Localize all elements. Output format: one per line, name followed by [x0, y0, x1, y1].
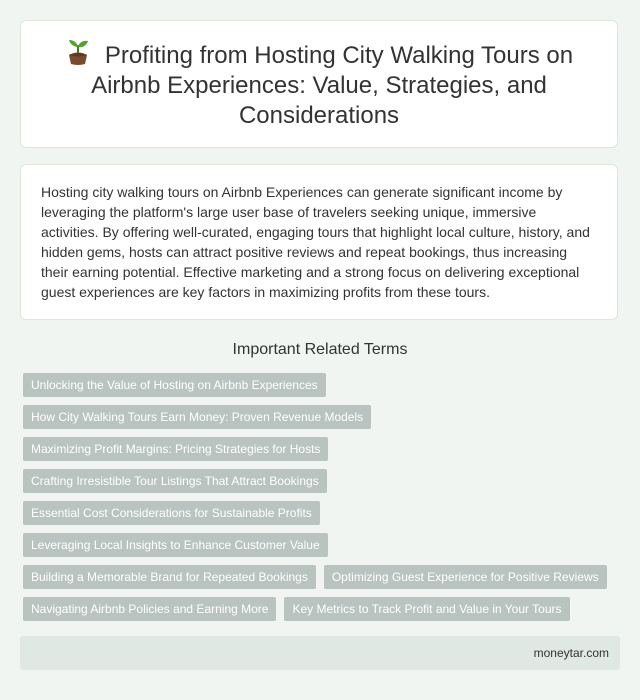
page-title — [59, 38, 579, 131]
related-term-link[interactable]: Building a Memorable Brand for Repeated Bookings — [23, 565, 316, 589]
related-term-link[interactable]: Essential Cost Considerations for Sustainable Profits — [23, 501, 320, 525]
related-term-link[interactable]: Key Metrics to Track Profit and Value in Your Tours — [284, 597, 569, 621]
sprout-icon — [65, 38, 91, 66]
page-title-text: Profiting from Hosting City Walking Tours on Airbnb Experiences: Value, Strategies, and Considerations — [91, 41, 574, 129]
related-terms-list — [23, 373, 619, 621]
related-term-link[interactable]: Maximizing Profit Margins: Pricing Strategies for Hosts — [23, 437, 328, 461]
related-term-link[interactable]: Optimizing Guest Experience for Positive Reviews — [324, 565, 607, 589]
related-term-link[interactable]: Leveraging Local Insights to Enhance Customer Value — [23, 533, 328, 557]
related-term-link[interactable]: Navigating Airbnb Policies and Earning More — [23, 597, 276, 621]
footer — [20, 636, 620, 670]
related-term-link[interactable]: Unlocking the Value of Hosting on Airbnb Experiences — [23, 373, 326, 397]
title-card — [20, 20, 618, 148]
related-terms-heading: Important Related Terms — [232, 341, 408, 358]
summary-card — [20, 164, 618, 320]
related-term-link[interactable]: Crafting Irresistible Tour Listings That Attract Bookings — [23, 469, 327, 493]
footer-site-name: moneytar.com — [533, 646, 609, 660]
summary-text: Hosting city walking tours on Airbnb Experiences can generate significant income by leveraging the platform's large user base of travelers seeking unique, immersive activities. By offering well-curated, engaging tours that highlight local culture, history, and hidden gems, hosts can attract positive reviews and repeat bookings, thus increasing their earning potential. Effective marketing and a strong focus on delivering exceptional guest experiences are key factors in maximizing profits from these tours. — [41, 184, 590, 300]
related-term-link[interactable]: How City Walking Tours Earn Money: Proven Revenue Models — [23, 405, 371, 429]
